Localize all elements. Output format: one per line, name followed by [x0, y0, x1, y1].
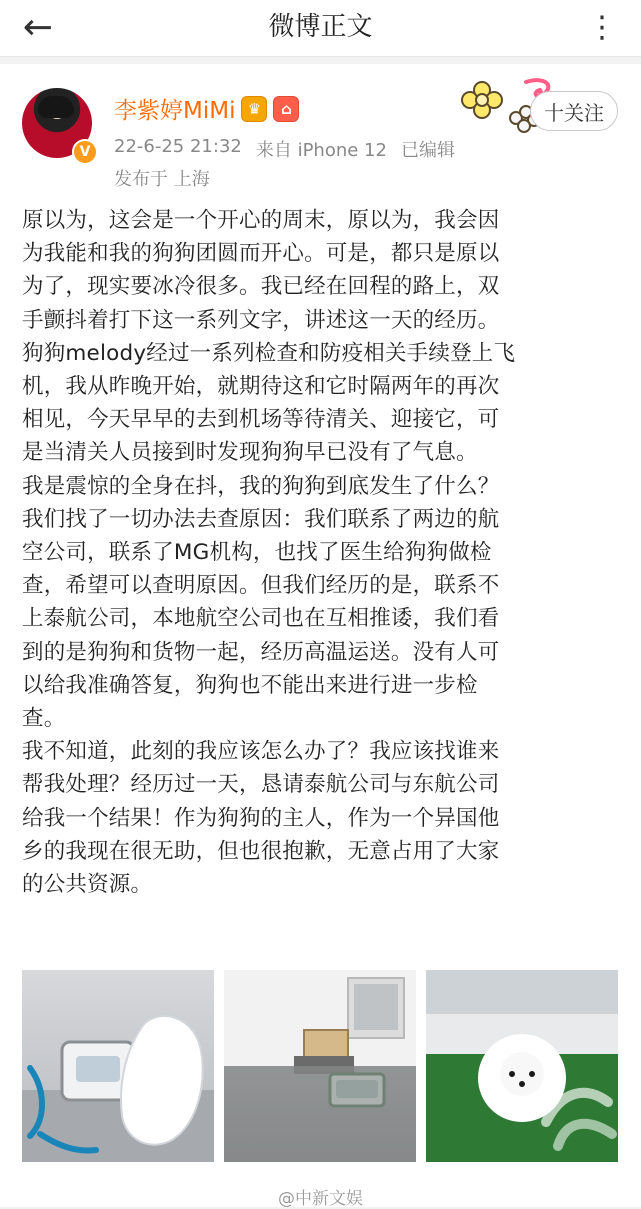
post-image-3-illustration [426, 970, 618, 1162]
post-source: 来自 iPhone 12 [255, 140, 387, 161]
top-bar [0, 0, 641, 57]
author-name[interactable]: 李紫婷MiMi [114, 98, 236, 124]
page-title: 微博正文 [268, 12, 373, 42]
post-meta [114, 136, 455, 162]
more-options-icon[interactable]: ⋮ [587, 10, 619, 45]
post-image-1-illustration [22, 970, 214, 1162]
fan-badge-icon: ⌂ [273, 96, 299, 122]
follow-button[interactable]: 十关注 [530, 91, 618, 131]
author-row [114, 92, 299, 125]
post-image-2[interactable] [224, 970, 416, 1162]
post-image-2-illustration [224, 970, 416, 1162]
post-image-1[interactable] [22, 970, 214, 1162]
post-text: 原以为，这会是一个开心的周末，原以为，我会因 为我能和我的狗狗团圆而开心。可是，都只是原以 为了，现实要冰冷很多。我已经在回程的路上，双 手颤抖着打下这一系列文字，讲述这一天的经历。 狗狗melody经过一系列检查和防疫相关手续登上飞 机，我从昨晚开始，就期待这和它时隔两年的再次 相见，今天早早的去到机场等待清关、迎接它，可 是当清关人员接到时发现狗狗早已没有了气息。 我是震惊的全身在抖，我的狗狗到底发生了什么？ 我们找了一切办法去查原因：我们联系了两边的航 空公司，联系了MG机构，也找了医生给狗狗做检 查，希望可以查明原因。但我们经历的是，联系不 上泰航公司，本地航空公司也在互相推诿，我们看 到的是狗狗和货物一起，经历高温运送。没有人可 以给我准确答复，狗狗也不能出来进行进一步检 查。 我不知道，此刻的我应该怎么办了？我应该找谁来 帮我处理？经历过一天，恳请泰航公司与东航公司 给我一个结果！作为狗狗的主人，作为一个异国他 乡的我现在很无助，但也很抱歉，无意占用了大家 的公共资源。 [22, 208, 516, 898]
post-timestamp: 22-6-25 21:32 [114, 136, 242, 157]
back-arrow-icon[interactable]: ← [22, 7, 54, 48]
weibo-post-card [0, 64, 641, 1207]
post-edited-label: 已编辑 [400, 140, 455, 161]
crown-badge-icon: ♛ [241, 96, 267, 122]
watermark-text: @中新文娱 [278, 1189, 363, 1209]
post-location: 发布于 上海 [114, 169, 210, 190]
post-image-3[interactable] [426, 970, 618, 1162]
verified-badge-icon: V [72, 139, 98, 165]
